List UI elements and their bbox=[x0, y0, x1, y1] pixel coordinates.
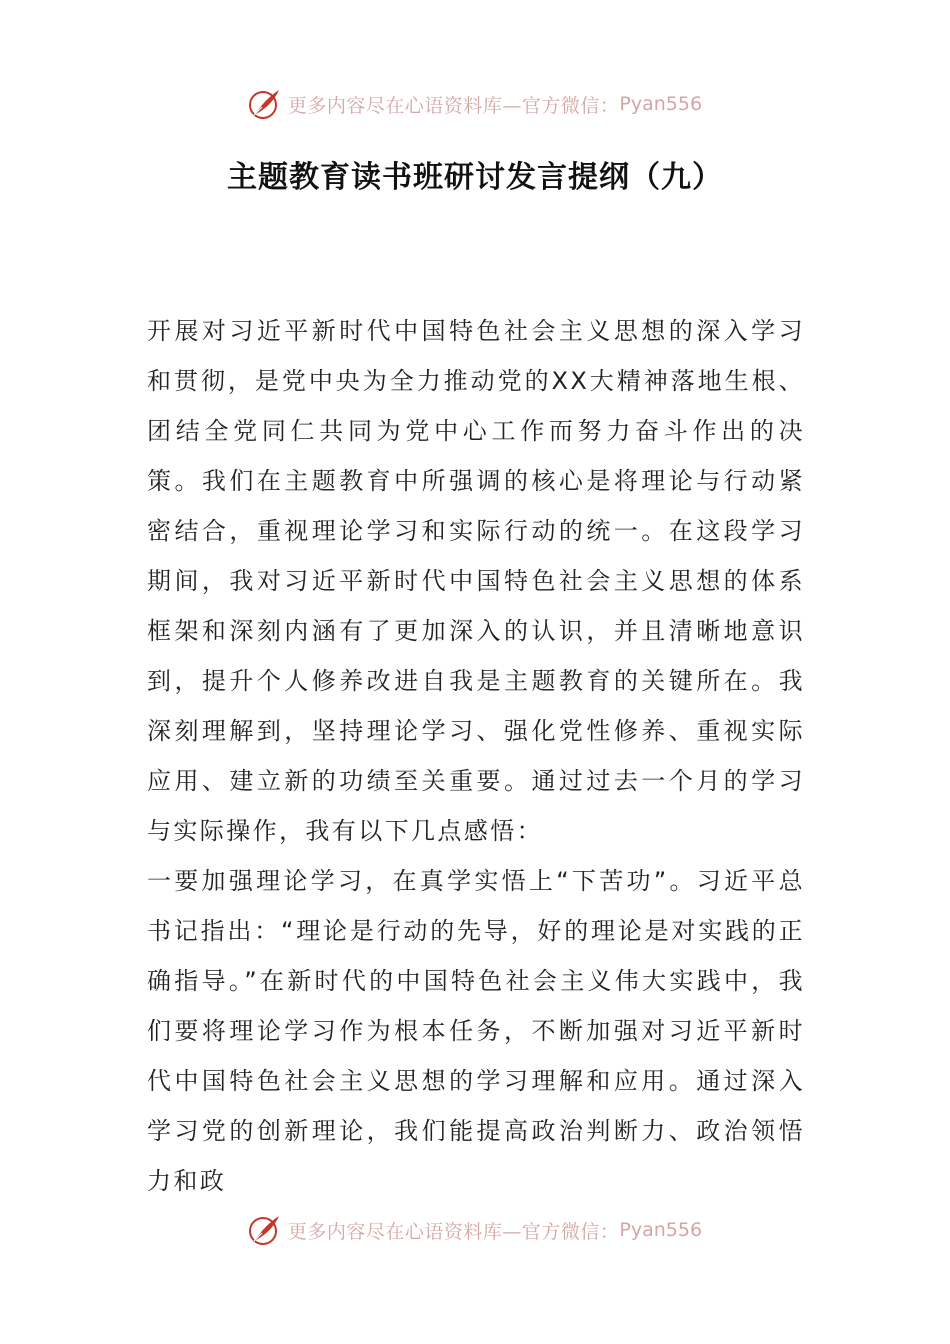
document-body bbox=[147, 306, 805, 1206]
quill-pen-logo-icon bbox=[248, 1213, 282, 1247]
footer-watermark bbox=[0, 1212, 950, 1248]
quill-pen-logo-icon bbox=[248, 87, 282, 121]
watermark-account: Pyan556 bbox=[619, 1219, 703, 1241]
document-title: 主题教育读书班研讨发言提纲（九） bbox=[227, 160, 723, 195]
paragraph: 开展对习近平新时代中国特色社会主义思想的深入学习和贯彻，是党中央为全力推动党的XX大精神落地生根、团结全党同仁共同为党中心工作而努力奋斗作出的决策。我们在主题教育中所强调的核心是将理论与行动紧密结合，重视理论学习和实际行动的统一。在这段学习期间，我对习近平新时代中国特色社会主义思想的体系框架和深刻内涵有了更加深入的认识，并且清晰地意识到，提升个人修养改进自我是主题教育的关键所在。我深刻理解到，坚持理论学习、强化党性修养、重视实际应用、建立新的功绩至关重要。通过过去一个月的学习与实际操作，我有以下几点感悟： bbox=[147, 317, 805, 845]
watermark-text: 更多内容尽在心语资料库—官方微信： bbox=[287, 1220, 620, 1243]
watermark-text: 更多内容尽在心语资料库—官方微信： bbox=[287, 94, 620, 117]
header-watermark bbox=[0, 86, 950, 122]
watermark-account: Pyan556 bbox=[619, 93, 703, 115]
paragraph: 一要加强理论学习，在真学实悟上“下苦功”。习近平总书记指出：“理论是行动的先导，好的理论是对实践的正确指导。”在新时代的中国特色社会主义伟大实践中，我们要将理论学习作为根本任务，不断加强对习近平新时代中国特色社会主义思想的学习理解和应用。通过深入学习党的创新理论，我们能提高政治判断力、政治领悟力和政 bbox=[147, 867, 805, 1195]
